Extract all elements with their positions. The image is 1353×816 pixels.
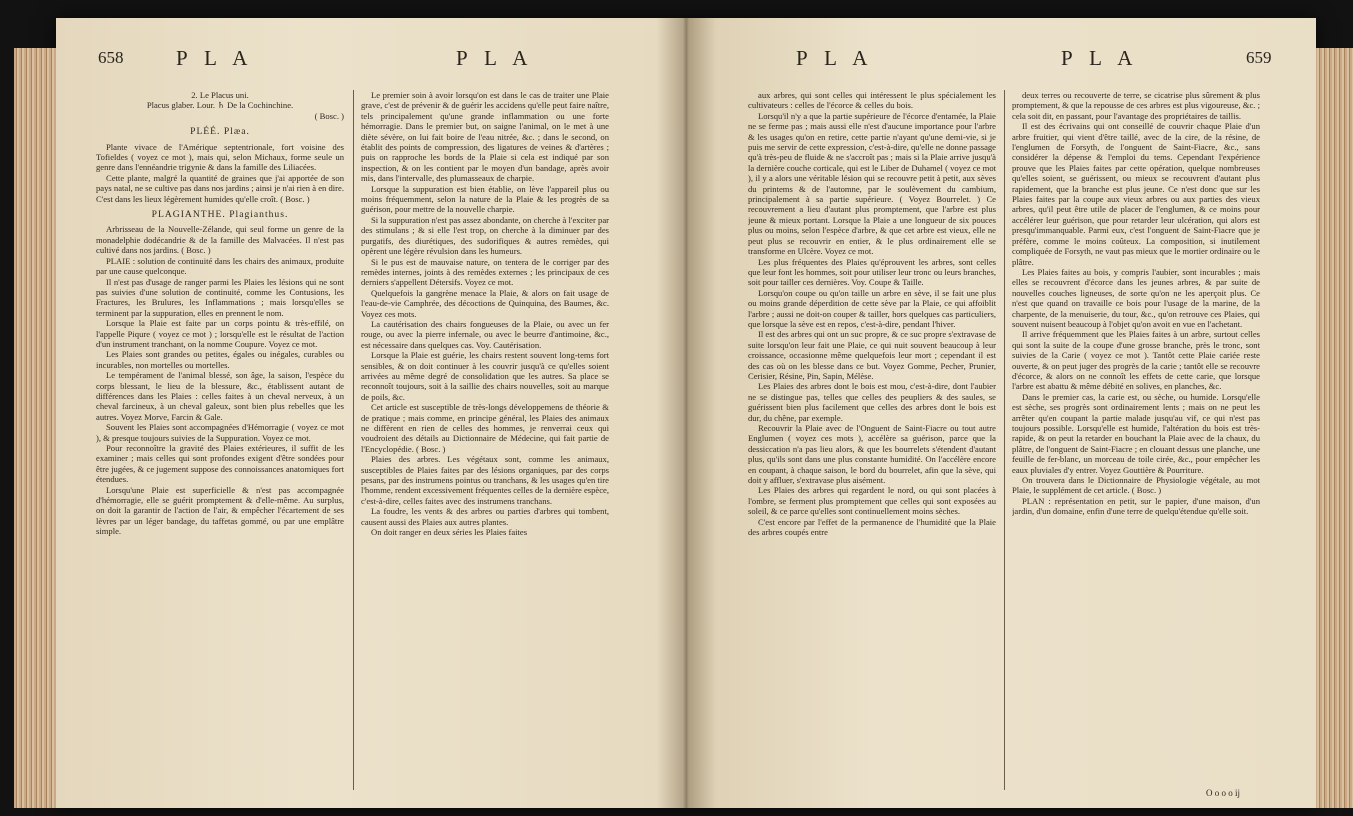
paragraph: Cette plante, malgré la quantité de graines que j'ai apportée de son pays natal, ne se cultive pas dans nos jardins ; ainsi je n'ai rien à en dire. C'est dans les lieux légèrement humides qu'elle croît. ( Bosc. ) (96, 172, 344, 204)
paragraph: Quelquefois la gangrène menace la Plaie, & alors on fait usage de l'eau-de-vie Camphrée, des décoctions de Quinquina, des Baumes, &c. Voyez ces mots. (361, 287, 609, 319)
paragraph: Les plus fréquentes des Plaies qu'éprouvent les arbres, sont celles que leur font les hommes, soit pour utiliser leur tronc ou leurs branches, soit pour tailler ces dernières. Voy. Coupe & Taille. (748, 256, 996, 288)
paragraph: Arbrisseau de la Nouvelle-Zélande, qui seul forme un genre de la monadelphie dodécandrie & de la famille des Malvacées. Il n'est pas cultivé dans nos jardins. ( Bosc. ) (96, 224, 344, 256)
paragraph: Lorsqu'il n'y a que la partie supérieure de l'écorce d'entamée, la Plaie ne se ferme pas ; mais aussi elle n'est d'aucune importance pour l'arbre & les usages qu'on en retire, cette partie n'ayant qu'une demi-vie, si je puis me servir de cette expression, c'est-à-dire, qu'elle ne donne passage qu'à très-peu de fluide & ne s'accroît pas ; mais si la Plaie arrive jusqu'à la dernière couche corticale, qui est le Liber de Duhamel ( voyez ce mot ), il y a alors une véritable lésion qui se recouvre petit à petit, aux sèves du printems & de l'automne, par le soulèvement du cambium, principalement à sa partie supérieure. ( Voyez Bourrelet. ) Ce recouvrement a lieu d'autant plus promptement, que l'arbre est plus jeune & mieux portant. Lorsque la Plaie a une longueur de six pouces plus ou moins, selon l'espèce d'arbre, & que cet arbre est vieux, elle ne peut plus se recouvrir en entier, & le plus ordinairement elle se transforme en Ulcère. Voyez ce mot. (748, 110, 996, 257)
column-rule (1004, 90, 1005, 790)
paragraph: La foudre, les vents & des arbres ou parties d'arbres qui tombent, causent aussi des Plaies aux autres plantes. (361, 506, 609, 527)
entry-heading-plagianthe: PLAGIANTHE. Plagianthus. (151, 209, 289, 221)
paragraph: Le tempérament de l'animal blessé, son âge, la saison, l'espèce du corps blessant, le lieu de la blessure, &c., établissent autant de différences dans les Plaies : celles faites à un cheval nerveux, à un cheval farcineux, à un cheval galeux, sont bien plus rebelles que les autres. Voyez Morve, Farcin & Gale. (96, 370, 344, 422)
entry-line: Placus glaber. Lour. ♄ De la Cochinchine. (146, 100, 294, 111)
paragraph: Les Plaies des arbres qui regardent le nord, ou qui sont placées à l'ombre, se ferment plus promptement que celles qui sont exposées au soleil, & ce parce qu'elles sont continuellement moins sèches. (748, 485, 996, 517)
book-page-edges-left (14, 48, 60, 808)
paragraph: La cautérisation des chairs fongueuses de la Plaie, ou avec un fer rouge, ou avec la pierre infernale, ou avec le beurre d'antimoine, &c., est nécessaire dans quelques cas. Voy. Cautérisation. (361, 318, 609, 350)
paragraph: Il est des arbres qui ont un suc propre, & ce suc propre s'extravase de suite lorsqu'on leur fait une Plaie, ce qui nuit souvent beaucoup à leur croissance, occasionne même quelquefois leur mort ; cependant il est des cas où on les blesse dans ce but. Voyez Gomme, Pecher, Prunier, Cerisier, Résine, Pin, Sapin, Mélèse. (748, 329, 996, 381)
left-page (56, 18, 686, 808)
paragraph: aux arbres, qui sont celles qui intéressent le plus spécialement les cultivateurs : celles de l'écorce & celles du bois. (748, 90, 996, 111)
paragraph: Lorsque la Plaie est faite par un corps pointu & très-effilé, on l'appelle Piqure ( voyez ce mot ) ; lorsqu'elle est le résultat de l'action d'un instrument tranchant, on la nomme Coupure. Voyez ce mot. (96, 318, 344, 349)
paragraph: Il est des écrivains qui ont conseillé de couvrir chaque Plaie d'un arbre fruitier, qui vient d'être taillé, avec de la cire, de la résine, de l'englumen de Forsyth, de l'onguent de Saint-Fiacre, &c., sans considérer la dépense & l'emploi du tems. Cependant l'expérience prouve que les Plaies faites par cette opération, quelque nombreuses qu'elles soient, se guérissent, ou mieux se recouvrent d'autant plus rapidement, que la branche est plus jeune. Ce n'est donc que sur les Plaies faites par la coupe aux vieux arbres ou aux parties des vieux arbres, qu'il peut être utile de placer de l'englumen, & ce moins pour accélérer leur guérison, que pour retarder leur ulcération, qui alors est presqu'immanquable. Parmi eux, c'est l'onguent de Saint-Fiacre que je préfère, comme le moins coûteux. La composition, si inutilement compliquée de Forsyth, ne vaut pas mieux que le mortier ordinaire ou le plâtre. (1012, 121, 1260, 267)
left-page-column-1 (96, 90, 344, 790)
paragraph: On doit ranger en deux séries les Plaies faites (371, 527, 528, 538)
paragraph: Souvent les Plaies sont accompagnées d'Hémorragie ( voyez ce mot ), & presque toujours suivies de la Suppuration. Voyez ce mot. (96, 422, 344, 443)
paragraph: Plante vivace de l'Amérique septentrionale, fort voisine des Tofieldes ( voyez ce mot ), mais qui, selon Michaux, forme seule un genre dans l'ennéandrie trigynie & dans la famille des Liliacées. (96, 141, 344, 173)
right-page-column-2 (1012, 90, 1260, 790)
paragraph: Il arrive fréquemment que les Plaies faites à un arbre, surtout celles qui sont la suite de la coupe d'une grosse branche, près le tronc, sont suivies de la Carie ( voyez ce mot ). Tantôt cette Plaie cariée reste ouverte, & on peut juger des progrès de la carie ; tantôt elle se recouvre d'écorce, & alors on ne connoît les effets de cette carie, que lorsque l'arbre est abattu & même débité en solives, en planches, &c. (1012, 329, 1260, 392)
paragraph: PLAIE : solution de continuité dans les chairs des animaux, produite par une cause quelconque. (96, 255, 344, 277)
paragraph: Dans le premier cas, la carie est, ou sèche, ou humide. Lorsqu'elle est sèche, ses progrès sont ordinairement lents ; mais on ne peut les arrêter qu'en coupant la partie malade jusqu'au vif, ce qui n'est pas toujours possible. Lorsqu'elle est humide, l'altération du bois est très-rapide, & on peut la retarder en bouchant la Plaie avec de la chaux, du plâtre, de l'onguent de Saint-Fiacre ; en clouant dessus une planche, une feuille de fer-blanc, un morceau de toile cirée, &c., pour empêcher les eaux pluviales d'y entrer. Voyez Gouttière & Pourriture. (1012, 391, 1260, 475)
paragraph: Les Plaies sont grandes ou petites, égales ou inégales, curables ou incurables, non mortelles ou mortelles. (96, 349, 344, 370)
running-header-left-2: P L A (456, 46, 534, 70)
entry-heading-plee: PLÉÉ. Plæa. (190, 126, 250, 138)
running-header-left-1: P L A (176, 46, 254, 70)
paragraph: Les Plaies des arbres dont le bois est mou, c'est-à-dire, dont l'aubier ne se distingue pas, telles que celles des peupliers & des saules, se guérissent bien plus facilement que celles des arbres dont le bois est dur, du chêne, par exemple. (748, 381, 996, 423)
paragraph: Il n'est pas d'usage de ranger parmi les Plaies les lésions qui ne sont pas suivies d'une solution de continuité, comme les Contusions, les Fractures, les Brulures, les Inflammations ; mais lorsqu'elles se terminent par la suppuration, elles en prennent le nom. (96, 276, 344, 318)
paragraph: Lorsqu'une Plaie est superficielle & n'est pas accompagnée d'hémorragie, elle se guérit promptement & d'elle-même. Au surplus, on doit la garantir de l'action de l'air, & empêcher l'écartement de ses lèvres par un léger bandage, du taffetas gommé, ou par une emplâtre simple. (96, 484, 344, 537)
paragraph: C'est encore par l'effet de la permanence de l'humidité que la Plaie des arbres coupés entre (748, 516, 996, 538)
paragraph: Le premier soin à avoir lorsqu'on est dans le cas de traiter une Plaie grave, c'est de prévenir & de guérir les accidens qu'elle peut faire naître, tels principalement qu'une grande inflammation ou une forte hémorragie. Dans le premier but, on saigne l'animal, on le met à une diète sévère, on lui fait boire de l'eau nitrée, &c. ; dans le second, on établit des points de compression, des ligatures de veines & d'artères ; puis on rapproche les bords de la Plaie si cela est indiqué par son inspection, & on les contient par le moyen d'un bandage, après avoir mis, dans l'intervalle, des plumasseaux de charpie. (361, 90, 609, 184)
paragraph: Pour reconnoître la gravité des Plaies extérieures, il suffit de les examiner ; mais celles qui sont profondes exigent d'être sondées pour être jugées, & ce jugement suppose des connoissances anatomiques fort étendues. (96, 443, 344, 485)
paragraph: Cet article est susceptible de très-longs développemens de théorie & de pratique ; mais comme, en principe général, les Plaies des animaux ne diffèrent en rien de celles des hommes, je renverrai ceux qui voudroient des détails au Dictionnaire de Médecine, qui fait partie de l'Encyclopédie. ( Bosc. ) (361, 402, 609, 454)
paragraph: Si la suppuration n'est pas assez abondante, on cherche à l'exciter par des stimulans ; & si elle l'est trop, on cherche à la diminuer par des purgatifs, des diurétiques, des sudorifiques & autres remèdes, qui opèrent une légère révulsion dans les humeurs. (361, 214, 609, 257)
paragraph: deux terres ou recouverte de terre, se cicatrise plus sûrement & plus promptement, & que la repousse de ces arbres est plus vigoureuse, &c. ; cela soit dit, en passant, pour l'avantage des propriétaires de taillis. (1012, 90, 1260, 121)
paragraph: Lorsqu'on coupe ou qu'on taille un arbre en sève, il se fait une plus ou moins grande déperdition de cette sève par la Plaie, ce qui affoiblit l'arbre ; aussi ne doit-on couper & tailler, hors quelques cas particuliers, que lorsque la sève est en repos, c'est-à-dire, pendant l'hiver. (748, 287, 996, 329)
paragraph: Les Plaies faites au bois, y compris l'aubier, sont incurables ; mais elles se recouvrent d'écorce dans les jeunes arbres, & par suite de nouvelles couches ligneuses, de sorte qu'on ne les aperçoit plus. Ce n'est que quand on travaille ce bois pour l'usage de la marine, de la charpente, de la menuiserie, du tour, &c., qu'on retrouve ces Plaies, qui souvent nuisent beaucoup à l'objet qu'on avoit en vue en l'achetant. (1012, 266, 1260, 329)
column-rule (353, 90, 354, 790)
printer-signature: O o o o ij (1206, 788, 1241, 798)
right-page (686, 18, 1316, 808)
paragraph: PLAN : représentation en petit, sur le papier, d'une maison, d'un jardin, d'un domaine, enfin d'une terre de quelqu'étendue qu'elle soit. (1012, 495, 1260, 517)
paragraph: On trouvera dans le Dictionnaire de Physiologie végétale, au mot Plaie, le supplément de cet article. ( Bosc. ) (1012, 475, 1260, 496)
running-header-right-2: P L A (1061, 46, 1139, 70)
page-number-left: 658 (98, 48, 124, 67)
paragraph: Recouvrir la Plaie avec de l'Onguent de Saint-Fiacre ou tout autre Englumen ( voyez ces mots ), accélère sa guérison, parce que la dessiccation n'a pas lieu alors, & que les bourrelets s'étendent d'autant plus, qu'ils sont dans une plus constante humidité. On l'accélère encore en coupant, à chaque saison, le bord du bourrelet, afin que la sève, qui doit y affluer, s'extravase plus aisément. (748, 423, 996, 486)
paragraph: Si le pus est de mauvaise nature, on tentera de le corriger par des remèdes internes, joints à des remèdes externes ; les principaux de ces derniers s'appellent Détersifs. Voyez ce mot. (361, 256, 609, 288)
book-page-edges-right (1312, 48, 1353, 808)
author-credit: ( Bosc. ) (314, 110, 344, 121)
paragraph: Lorsque la suppuration est bien établie, on lève l'appareil plus ou moins fréquemment, selon la nature de la Plaie & les progrès de sa guérison, pour mettre de la nouvelle charpie. (361, 183, 609, 215)
running-header-right-1: P L A (796, 46, 874, 70)
page-number-right: 659 (1246, 48, 1272, 67)
paragraph: Lorsque la Plaie est guérie, les chairs restent souvent long-tems fort sensibles, & on doit continuer à les couvrir jusqu'à ce qu'elles soient arrivées au même degré de consolidation que les autres. Sa place se reconnoît toujours, soit à la saillie des chairs nouvelles, soit au marque de poils, &c. (361, 350, 609, 402)
right-page-column-1 (748, 90, 996, 790)
left-page-column-2 (361, 90, 609, 790)
entry-line: 2. Le Placus uni. (191, 90, 249, 100)
paragraph: Plaies des arbres. Les végétaux sont, comme les animaux, susceptibles de Plaies faites par des lésions organiques, par des corps pesans, par des instrumens pointus ou tranchans, & les usages qu'en tire l'homme, rendent excessivement fréquentes celles de la dernière espèce, c'est-à-dire, celles faites avec des instrumens tranchans. (361, 454, 609, 506)
open-book (56, 18, 1316, 808)
